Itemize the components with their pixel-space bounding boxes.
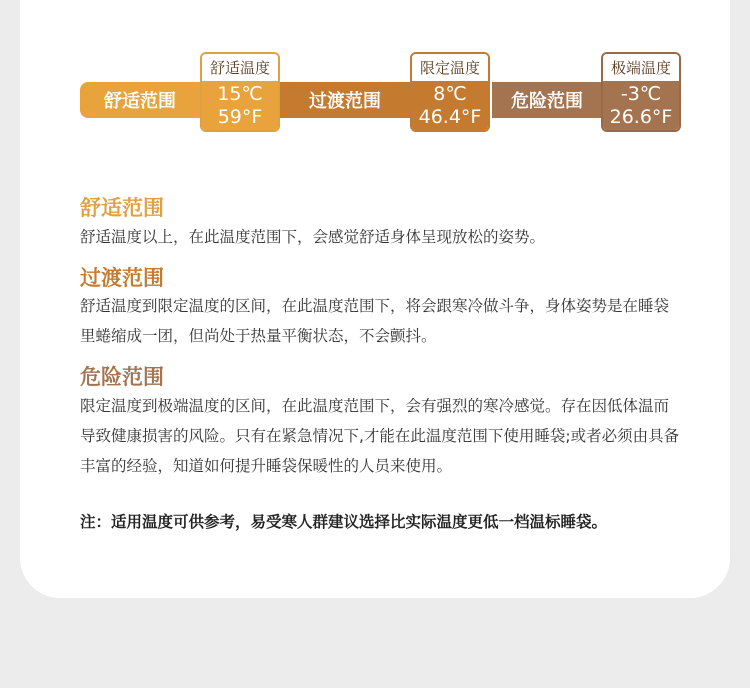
comfort-range-segment: 舒适范围 [80, 82, 200, 118]
danger-section-text: 限定温度到极端温度的区间，在此温度范围下，会有强烈的寒冷感觉。存在因低体温而导致健康损害的风险。只有在紧急情况下,才能在此温度范围下使用睡袋;或者必须由具备丰富的经验，知道如何提升睡袋保暖性的人员来使用。 [80, 397, 680, 475]
badge-fahrenheit: 46.4°F [418, 105, 482, 128]
limit-temperature-badge [410, 52, 490, 132]
comfort-section-title: 舒适范围 [80, 196, 164, 220]
transition-section-text: 舒适温度到限定温度的区间，在此温度范围下，将会跟寒冷做斗争，身体姿势是在睡袋里蜷缩成一团，但尚处于热量平衡状态，不会颤抖。 [80, 297, 670, 345]
temperature-scale-bar [80, 82, 681, 118]
extreme-temperature-badge [601, 52, 681, 132]
comfort-temperature-badge [200, 52, 280, 132]
badge-title: 舒适温度 [202, 54, 278, 81]
badge-celsius: 15℃ [217, 82, 263, 105]
badge-title: 限定温度 [412, 54, 488, 81]
badge-title: 极端温度 [603, 54, 679, 81]
comfort-section-text: 舒适温度以上，在此温度范围下，会感觉舒适身体呈现放松的姿势。 [80, 228, 546, 246]
badge-fahrenheit: 26.6°F [609, 105, 673, 128]
footnote: 注：适用温度可供参考，易受寒人群建议选择比实际温度更低一档温标睡袋。 [80, 513, 608, 531]
danger-section-title: 危险范围 [80, 365, 164, 389]
transition-section-title: 过渡范围 [80, 266, 164, 290]
transition-range-segment: 过渡范围 [280, 82, 410, 118]
badge-celsius: -3℃ [620, 82, 662, 105]
badge-celsius: 8℃ [433, 82, 467, 105]
danger-range-segment: 危险范围 [492, 82, 602, 118]
badge-fahrenheit: 59°F [217, 105, 263, 128]
